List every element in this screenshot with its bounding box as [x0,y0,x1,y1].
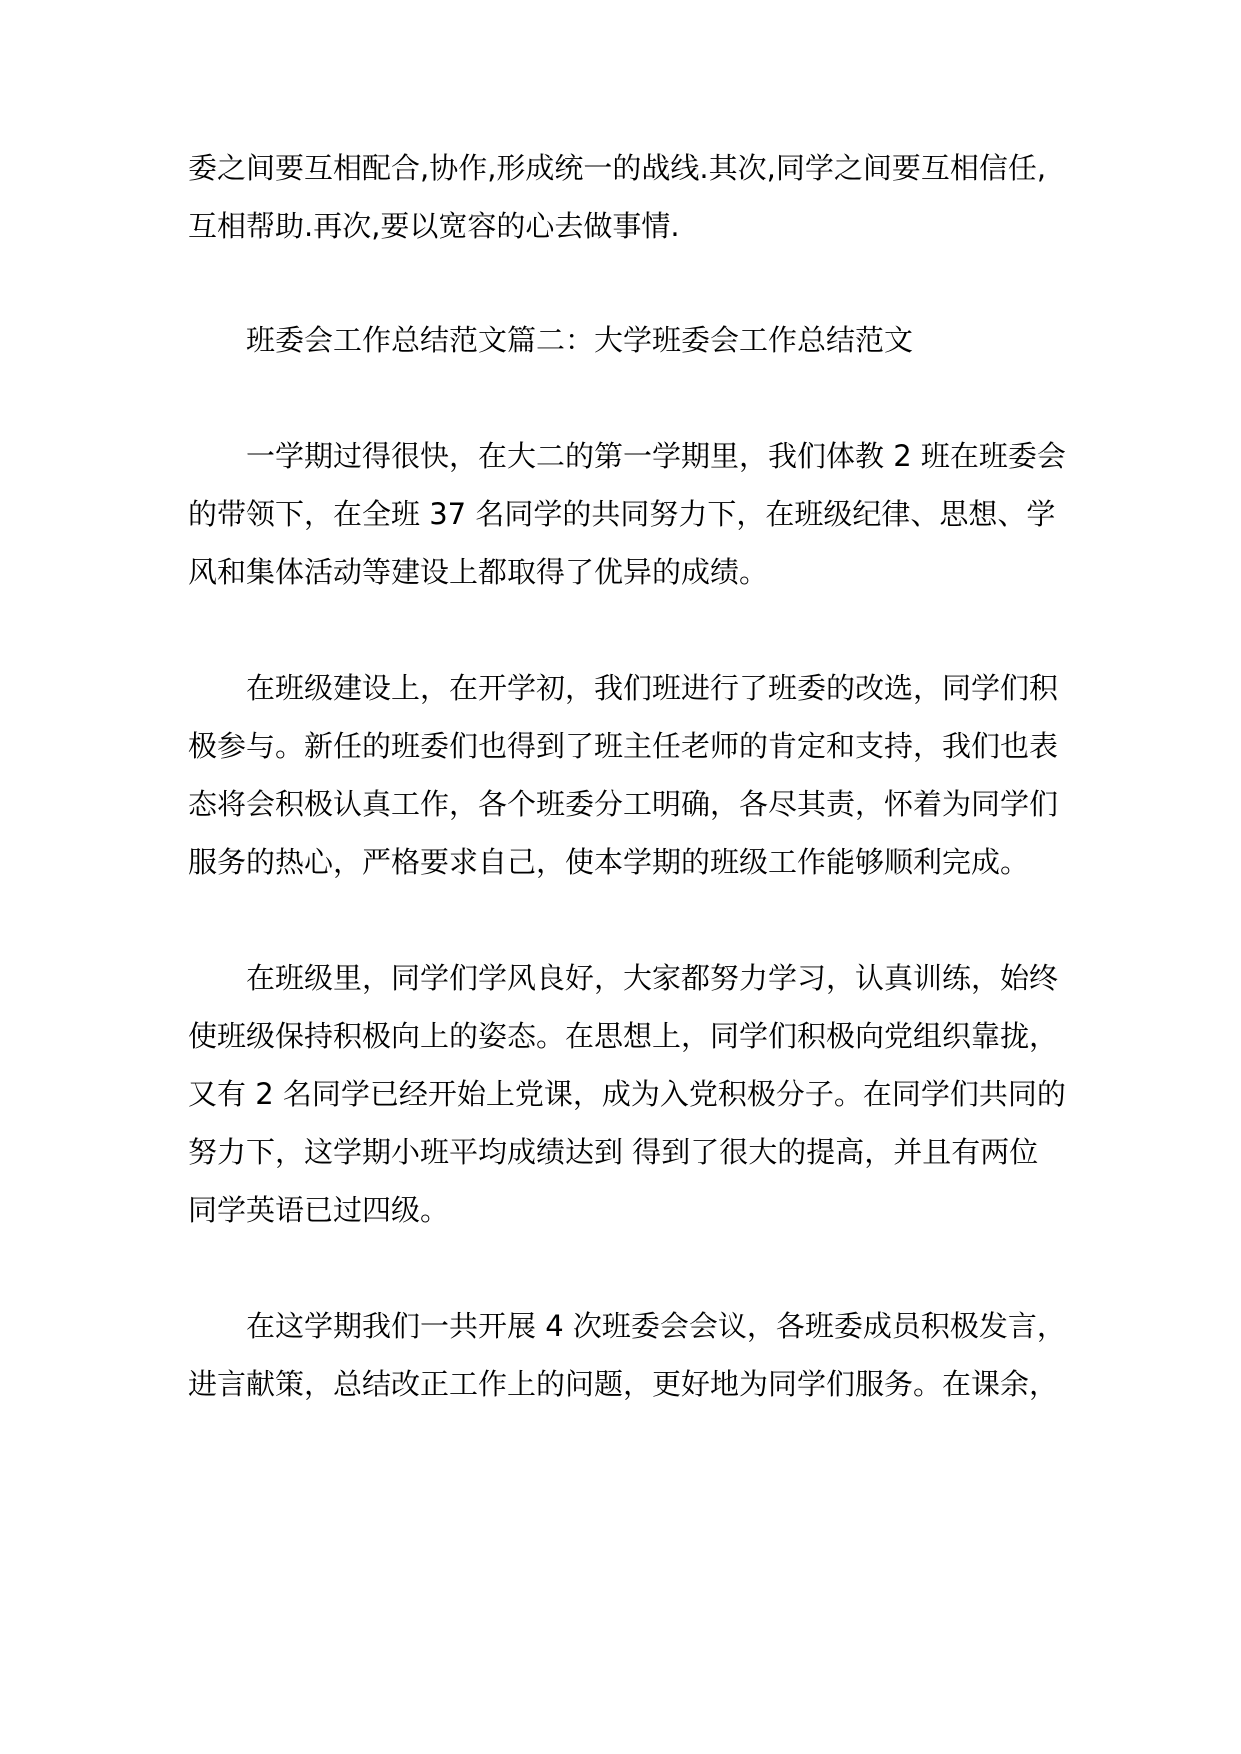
paragraph-5-line-1: 在班级里，同学们学风良好，大家都努力学习，认真训练，始终 [246,961,1059,995]
paragraph-3-line-1: 一学期过得很快，在大二的第一学期里，我们体教 2 班在班委会 [246,439,1066,473]
paragraph-5-line-5: 同学英语已过四级。 [188,1193,450,1227]
paragraph-1-line-2: 互相帮助.再次,要以宽容的心去做事情. [188,209,680,243]
section-heading: 班委会工作总结范文篇二：大学班委会工作总结范文 [246,323,914,357]
paragraph-3-line-3: 风和集体活动等建设上都取得了优异的成绩。 [188,555,769,589]
paragraph-6-line-1: 在这学期我们一共开展 4 次班委会会议，各班委成员积极发言， [246,1309,1066,1343]
paragraph-4-line-3: 态将会积极认真工作，各个班委分工明确，各尽其责，怀着为同学们 [188,787,1059,821]
paragraph-4-line-4: 服务的热心，严格要求自己，使本学期的班级工作能够顺利完成。 [188,845,1030,879]
paragraph-6-line-2: 进言献策，总结改正工作上的问题，更好地为同学们服务。在课余， [188,1367,1059,1401]
paragraph-5-line-2: 使班级保持积极向上的姿态。在思想上，同学们积极向党组织靠拢， [188,1019,1059,1053]
paragraph-5-line-3: 又有 2 名同学已经开始上党课，成为入党积极分子。在同学们共同的 [188,1077,1066,1111]
paragraph-4-line-1: 在班级建设上，在开学初，我们班进行了班委的改选，同学们积 [246,671,1059,705]
paragraph-1-line-1: 委之间要互相配合,协作,形成统一的战线.其次,同学之间要互相信任, [188,151,1047,185]
paragraph-4-line-2: 极参与。新任的班委们也得到了班主任老师的肯定和支持，我们也表 [188,729,1059,763]
paragraph-5-line-4: 努力下，这学期小班平均成绩达到 得到了很大的提高，并且有两位 [188,1135,1039,1169]
paragraph-3-line-2: 的带领下，在全班 37 名同学的共同努力下，在班级纪律、思想、学 [188,497,1056,531]
